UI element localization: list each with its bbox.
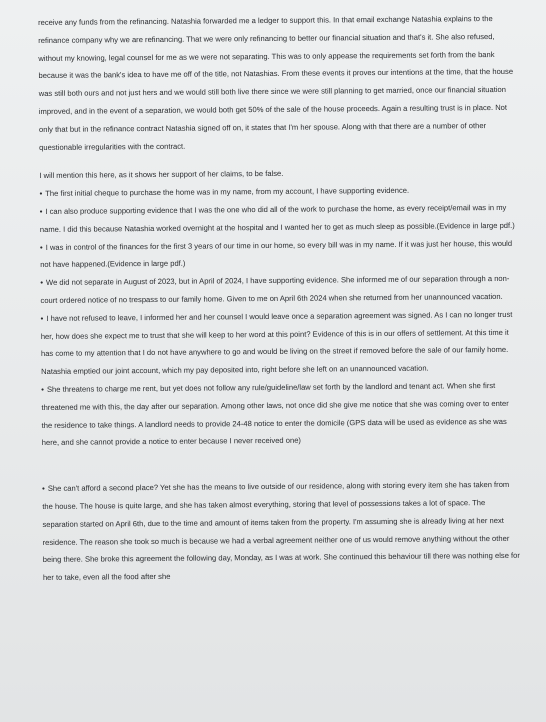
bullet-item: • I have not refused to leave, I informed her and her counsel I would leave once a separation agreement was signed. As I can no longer trust her, how does she expect me to trust that she will keep to her word at this point? Evidence of this is in our offers of settlement. At this time it has come to my attention that I do not have anywhere to go and would be living on the street if removed before the sale of our family home. Natashia emptied our joint account, which my pay deposited into, right before she left on an unannounced vacation. bbox=[41, 306, 520, 381]
bullet-item: • I was in control of the finances for the first 3 years of our time in our home, so every bill was in my name. If it was just her house, this would not have happened.(Evidence in large pdf.) bbox=[40, 234, 518, 274]
bullet-item: • She threatens to charge me rent, but yet does not follow any rule/guideline/law set forth by the landlord and tenant act. When she first threatened me with this, the day after our separation. Among other laws, not once did she give me notice that she was coming over to enter the residence to take things. A landlord needs to provide 24-48 notice to enter the domicile (GPS data will be used as evidence as she was here, and she cannot provide a notice to enter because I never received one) bbox=[41, 377, 520, 452]
bullet-item: • She can't afford a second place? Yet she has the means to live outside of our residence, along with storing every item she has taken from the house. The house is quite large, and she has taken almost everything, storing that level of possessions takes a lot of space. The separation started on April 6th, due to the time and amount of items taken from the property. I'm assuming she is already living at her next residence. The reason she took so much is because we had a verbal agreement neither one of us would remove anything without the other being there. She broke this agreement the following day, Monday, as I was at work. She continued this behaviour till there was nothing else for her to take, even all the food after she bbox=[42, 476, 521, 587]
bullet-item: • The first initial cheque to purchase the home was in my name, from my account, I have supporting evidence. bbox=[39, 181, 517, 203]
document-body bbox=[38, 10, 521, 587]
paragraph-refinancing: receive any funds from the refinancing. Natashia forwarded me a ledger to support this. In that email exchange Natashia explains to the refinance company why we are refinancing. That we were only refinancing to better our financial situation and that's it. She also refused, without my knowing, legal counsel for me as we were not separating. This was to only appease the requirements set forth from the bank because it was the bank's idea to have me off of the title, not Natashias. From these events it proves our intentions at the time, that the house was still both ours and not just hers and we would still both live there since we were still planning to get married, once our financial situation improved, and in the event of a separation, we would both get 50% of the sale of the house proceeds. Again a resulting trust is in place. Not only that but in the refinance contract Natashia signed off on, it states that I'm her spouse. Along with that there are a number of other questionable irregularities with the contract. bbox=[38, 14, 514, 152]
intro-line: I will mention this here, as it shows her support of her claims, to be false. bbox=[39, 169, 284, 181]
section-spacer bbox=[42, 448, 520, 480]
bullet-item: • We did not separate in August of 2023, but in April of 2024, I have supporting evidence. She informed me of our separation through a non-court ordered notice of no trespass to our family home. Given to me on April 6th 2024 when she returned from her unannounced vacation. bbox=[40, 270, 518, 310]
bullet-item: • I can also produce supporting evidence that I was the one who did all of the work to purchase the home, as every receipt/email was in my name. I did this because Natashia worked overnight at the hospital and I wanted her to get as much sleep as possible.(Evidence in large pdf.) bbox=[40, 199, 518, 239]
